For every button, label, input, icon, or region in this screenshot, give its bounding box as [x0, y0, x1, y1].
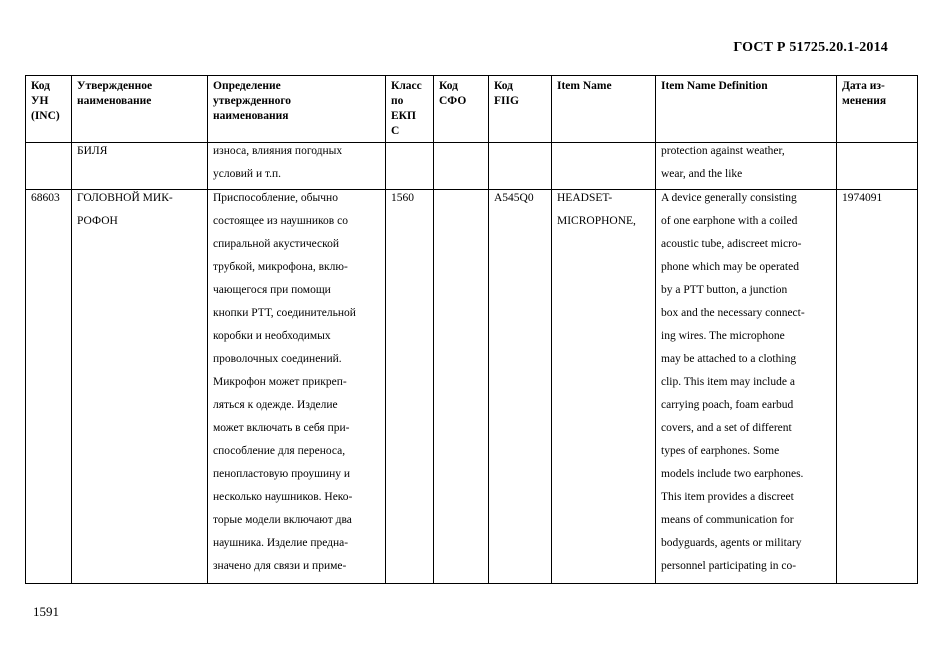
text-line: protection against weather, [661, 145, 785, 157]
text-line: менения [842, 95, 887, 107]
text-line: условий и т.п. [213, 168, 282, 180]
cell-fiig [489, 143, 552, 190]
text-line: значено для связи и приме- [213, 560, 347, 572]
header-class [386, 76, 434, 143]
text-line: HEADSET- [557, 192, 613, 204]
cell-date [837, 143, 918, 190]
text-line: коробки и необходимых [213, 330, 331, 342]
cell-definition [208, 190, 386, 584]
cell-item-definition [656, 143, 837, 190]
cell-class: 1560 [386, 190, 434, 584]
text-line: wear, and the like [661, 168, 743, 180]
header-definition [208, 76, 386, 143]
text-line: спиральной акустической [213, 238, 340, 250]
header-item-definition [656, 76, 837, 143]
text-line: С [391, 125, 400, 137]
text-line: covers, and a set of different [661, 422, 792, 434]
cell-name [72, 190, 208, 584]
text-line: ГОЛОВНОЙ МИК- [77, 192, 173, 204]
text-line: состоящее из наушников со [213, 215, 348, 227]
cell-item-definition [656, 190, 837, 584]
text-line: bodyguards, agents or military [661, 537, 802, 549]
text-line: наименование [77, 95, 152, 107]
text-line: чающегося при помощи [213, 284, 331, 296]
text-line: ЕКП [391, 110, 416, 122]
header-row [26, 76, 918, 143]
text-line: clip. This item may include a [661, 376, 795, 388]
cell-item-name [552, 190, 656, 584]
text-line: Класс [391, 80, 422, 92]
text-line: несколько наушников. Неко- [213, 491, 353, 503]
text-line: Дата из- [842, 80, 885, 92]
text-line: A device generally consisting [661, 192, 797, 204]
text-line: ing wires. The microphone [661, 330, 785, 342]
text-line: пенопластовую проушину и [213, 468, 351, 480]
text-line: types of earphones. Some [661, 445, 780, 457]
catalog-table [25, 75, 918, 584]
header-sfo [434, 76, 489, 143]
text-line: проволочных соединений. [213, 353, 342, 365]
cell-fiig: A545Q0 [489, 190, 552, 584]
header-date [837, 76, 918, 143]
cell-date: 1974091 [837, 190, 918, 584]
header-item-name [552, 76, 656, 143]
cell-inc [26, 143, 72, 190]
text-line: износа, влияния погодных [213, 145, 343, 157]
text-line: кнопки РТТ, соединительной [213, 307, 356, 319]
text-line: Определение [213, 80, 281, 92]
header-inc [26, 76, 72, 143]
text-line: БИЛЯ [77, 145, 108, 157]
page-number: 1591 [33, 604, 59, 619]
text-line: Микрофон может прикреп- [213, 376, 347, 388]
text-line: by a PTT button, a junction [661, 284, 788, 296]
text-line: means of communication for [661, 514, 794, 526]
cell-inc: 68603 [26, 190, 72, 584]
text-line: phone which may be operated [661, 261, 799, 273]
text-line: MICROPHONE, [557, 215, 636, 227]
text-line: Item Name Definition [661, 80, 768, 92]
text-line: утвержденного [213, 95, 292, 107]
table-row [26, 190, 918, 584]
text-line: ляться к одежде. Изделие [213, 399, 338, 411]
text-line: наушника. Изделие предна- [213, 537, 349, 549]
text-line: УН [31, 95, 49, 107]
text-line: models include two earphones. [661, 468, 804, 480]
cell-definition [208, 143, 386, 190]
text-line: personnel participating in co- [661, 560, 797, 572]
text-line: способление для переноса, [213, 445, 346, 457]
text-line: FIIG [494, 95, 519, 107]
text-line: may be attached to a clothing [661, 353, 797, 365]
text-line: может включать в себя при- [213, 422, 350, 434]
text-line: Item Name [557, 80, 612, 92]
text-line: Код [439, 80, 459, 92]
text-line: торые модели включают два [213, 514, 352, 526]
text-line: of one earphone with a coiled [661, 215, 798, 227]
table-row [26, 143, 918, 190]
text-line: Код [494, 80, 514, 92]
text-line: (INC) [31, 110, 60, 122]
text-line: carrying poach, foam earbud [661, 399, 794, 411]
text-line: acoustic tube, adiscreet micro- [661, 238, 802, 250]
cell-item-name [552, 143, 656, 190]
text-line: РОФОН [77, 215, 118, 227]
cell-sfo [434, 143, 489, 190]
cell-name [72, 143, 208, 190]
header-fiig [489, 76, 552, 143]
text-line: СФО [439, 95, 467, 107]
text-line: Код [31, 80, 51, 92]
header-approved-name [72, 76, 208, 143]
cell-class [386, 143, 434, 190]
text-line: This item provides a discreet [661, 491, 794, 503]
text-line: box and the necessary connect- [661, 307, 805, 319]
text-line: Утвержденное [77, 80, 153, 92]
text-line: наименования [213, 110, 289, 122]
text-line: трубкой, микрофона, вклю- [213, 261, 348, 273]
text-line: Приспособление, обычно [213, 192, 338, 204]
document-header: ГОСТ Р 51725.20.1-2014 [733, 40, 888, 55]
text-line: по [391, 95, 404, 107]
cell-sfo [434, 190, 489, 584]
